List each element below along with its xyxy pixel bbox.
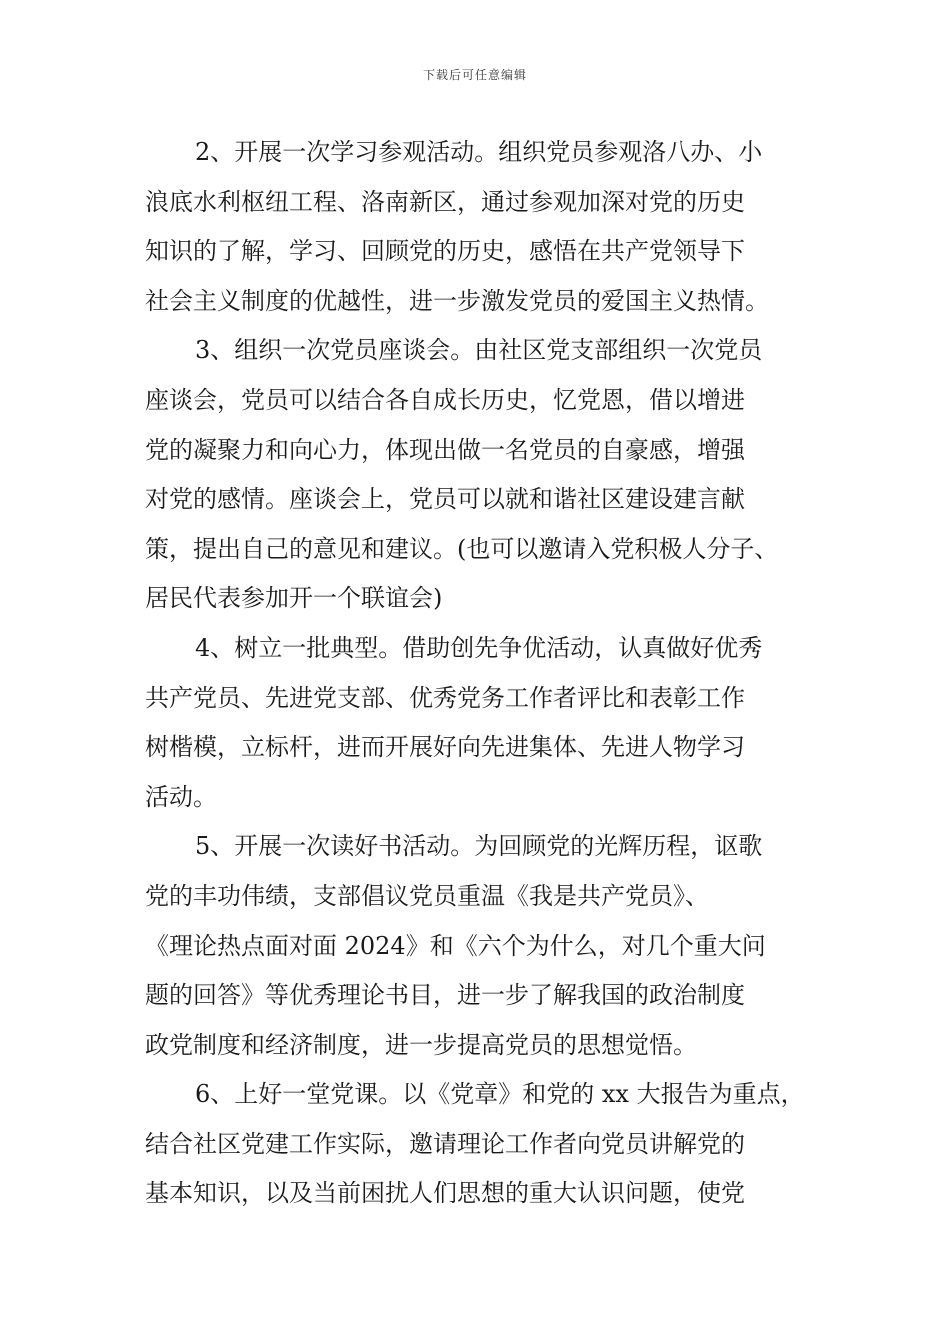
text-line: 社会主义制度的优越性，进一步激发党员的爱国主义热情。 [145,286,769,315]
document-body [145,128,815,1219]
text-line: 居民代表参加开一个联谊会) [145,584,443,613]
text-line: 4、树立一批典型。借助创先争优活动，认真做好优秀 [195,633,763,662]
text-line: 策，提出自己的意见和建议。(也可以邀请入党积极人分子、 [145,534,779,563]
text-line: 基本知识，以及当前困扰人们思想的重大认识问题，使党 [145,1179,745,1208]
text-line: 共产党员、先进党支部、优秀党务工作者评比和表彰工作 [145,683,745,712]
text-line: 党的丰功伟绩，支部倡议党员重温《我是共产党员》、 [145,881,709,910]
text-line: 浪底水利枢纽工程、洛南新区，通过参观加深对党的历史 [145,187,745,216]
text-line: 题的回答》等优秀理论书目，进一步了解我国的政治制度 [145,981,745,1010]
text-line: 《理论热点面对面 2024》和《六个为什么，对几个重大问 [145,931,766,960]
text-line: 政党制度和经济制度，进一步提高党员的思想觉悟。 [145,1030,697,1059]
text-line: 结合社区党建工作实际，邀请理论工作者向党员讲解党的 [145,1129,745,1158]
text-line: 树楷模，立标杆，进而开展好向先进集体、先进人物学习 [145,733,745,762]
text-line: 对党的感情。座谈会上，党员可以就和谐社区建设建言献 [145,485,745,514]
text-line: 5、开展一次读好书活动。为回顾党的光辉历程，讴歌 [195,832,763,861]
text-line: 知识的了解，学习、回顾党的历史，感悟在共产党领导下 [145,237,745,266]
text-line: 党的凝聚力和向心力，体现出做一名党员的自豪感，增强 [145,435,745,464]
text-line: 座谈会，党员可以结合各自成长历史，忆党恩，借以增进 [145,385,745,414]
header-note: 下载后可任意编辑 [422,68,527,82]
text-line: 活动。 [145,782,217,811]
text-line: 6、上好一堂党课。以《党章》和党的 xx 大报告为重点， [195,1080,805,1109]
text-line: 2、开展一次学习参观活动。组织党员参观洛八办、小 [195,138,763,166]
text-line: 3、组织一次党员座谈会。由社区党支部组织一次党员 [195,336,763,365]
